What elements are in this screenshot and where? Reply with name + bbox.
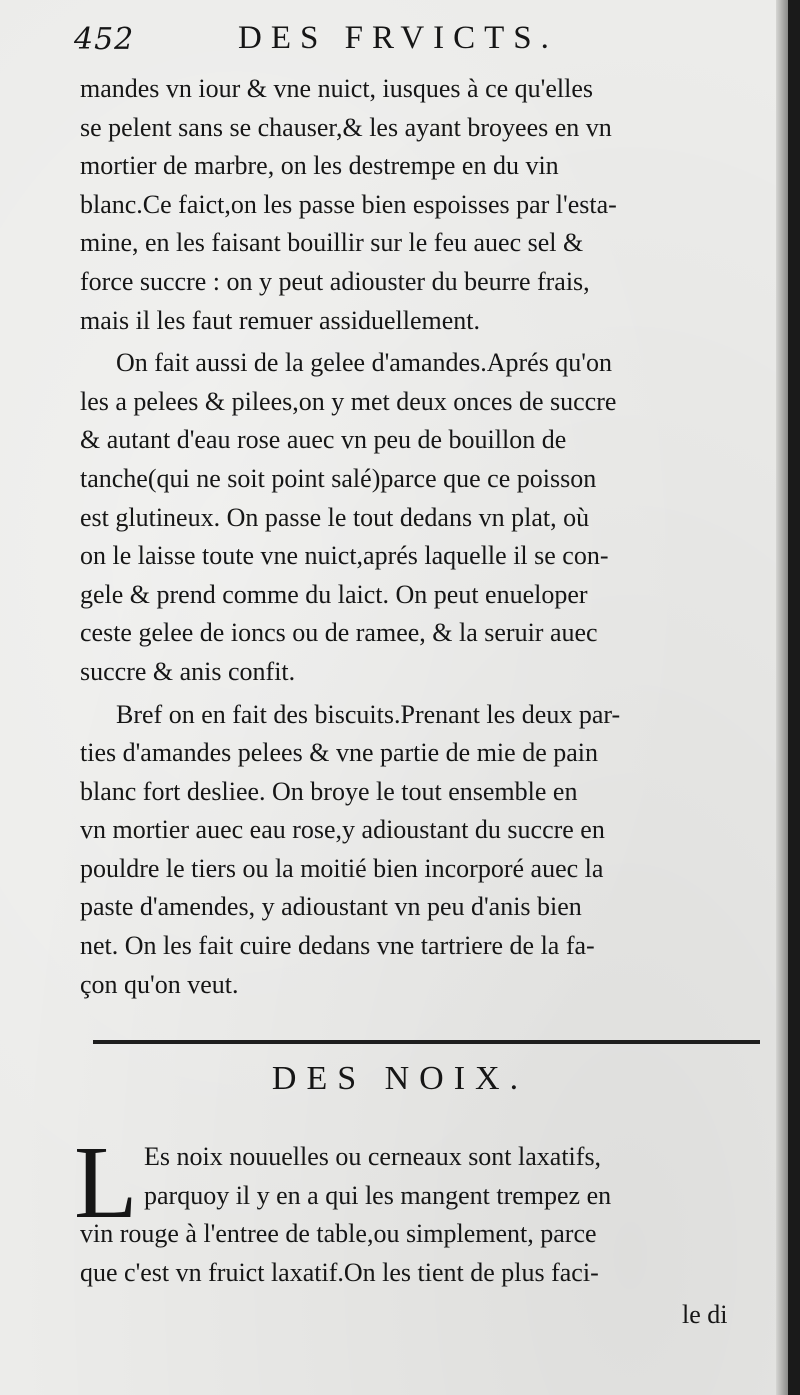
- text-line: tanche(qui ne soit point salé)parce que ce poisson: [80, 463, 597, 493]
- running-head: DES FRVICTS.: [238, 20, 558, 56]
- text-line: on le laisse toute vne nuict,aprés laquelle il se con-: [80, 541, 609, 571]
- text-line: mine, en les faisant bouillir sur le feu auec sel &: [80, 228, 584, 258]
- text-line: mortier de marbre, on les destrempe en du vin: [80, 151, 559, 181]
- text-line: & autant d'eau rose auec vn peu de bouillon de: [80, 425, 567, 455]
- text-line: parquoy il y en a qui les mangent trempez en: [144, 1180, 612, 1210]
- text-line: mandes vn iour & vne nuict, iusques à ce qu'elles: [80, 74, 594, 103]
- text-line: succre & anis confit.: [80, 656, 296, 686]
- text-line: blanc fort desliee. On broye le tout ensemble en: [80, 776, 578, 806]
- text-line: ties d'amandes pelees & vne partie de mie de pain: [80, 738, 598, 768]
- page-edge-shadow: [776, 0, 788, 1395]
- text-line: les a pelees & pilees,on y met deux onces de succre: [80, 386, 617, 416]
- page-header: [74, 18, 754, 64]
- text-line: vin rouge à l'entree de table,ou simplement, parce: [80, 1219, 597, 1249]
- section-title: DES NOIX.: [271, 1060, 529, 1097]
- drop-cap: L: [74, 1125, 138, 1240]
- catchword: le di: [682, 1300, 728, 1329]
- text-line: çon qu'on veut.: [80, 969, 239, 999]
- text-line: On fait aussi de la gelee d'amandes.Aprés qu'on: [116, 348, 612, 378]
- text-line: net. On les fait cuire dedans vne tartriere de la fa-: [80, 931, 595, 961]
- text-line: que c'est vn fruict laxatif.On les tient de plus faci-: [80, 1257, 599, 1287]
- text-line: blanc.Ce faict,on les passe bien espoisses par l'esta-: [80, 189, 617, 219]
- text-line: se pelent sans se chauser,& les ayant broyees en vn: [80, 112, 612, 142]
- text-line: ceste gelee de ioncs ou de ramee, & la seruir auec: [80, 618, 598, 648]
- text-line: pouldre le tiers ou la moitié bien incorporé auec la: [80, 853, 604, 883]
- text-line: Bref on en fait des biscuits.Prenant les deux par-: [116, 699, 621, 729]
- page-number: 452: [74, 22, 135, 57]
- text-block-top: [80, 70, 762, 1004]
- text-line: gele & prend comme du laict. On peut enueloper: [80, 579, 588, 609]
- text-line: force succre : on y peut adiouster du beurre frais,: [80, 266, 590, 296]
- text-line: mais il les faut remuer assiduellement.: [80, 305, 480, 335]
- text-line: est glutineux. On passe le tout dedans vn plat, où: [80, 502, 590, 532]
- text-line: Es noix nouuelles ou cerneaux sont laxatifs,: [144, 1142, 602, 1171]
- text-line: paste d'amendes, y adioustant vn peu d'anis bien: [80, 892, 582, 922]
- text-block-section: [74, 1125, 762, 1292]
- section-divider-rule: [93, 1040, 760, 1044]
- text-line: vn mortier auec eau rose,y adioustant du succre en: [80, 815, 605, 845]
